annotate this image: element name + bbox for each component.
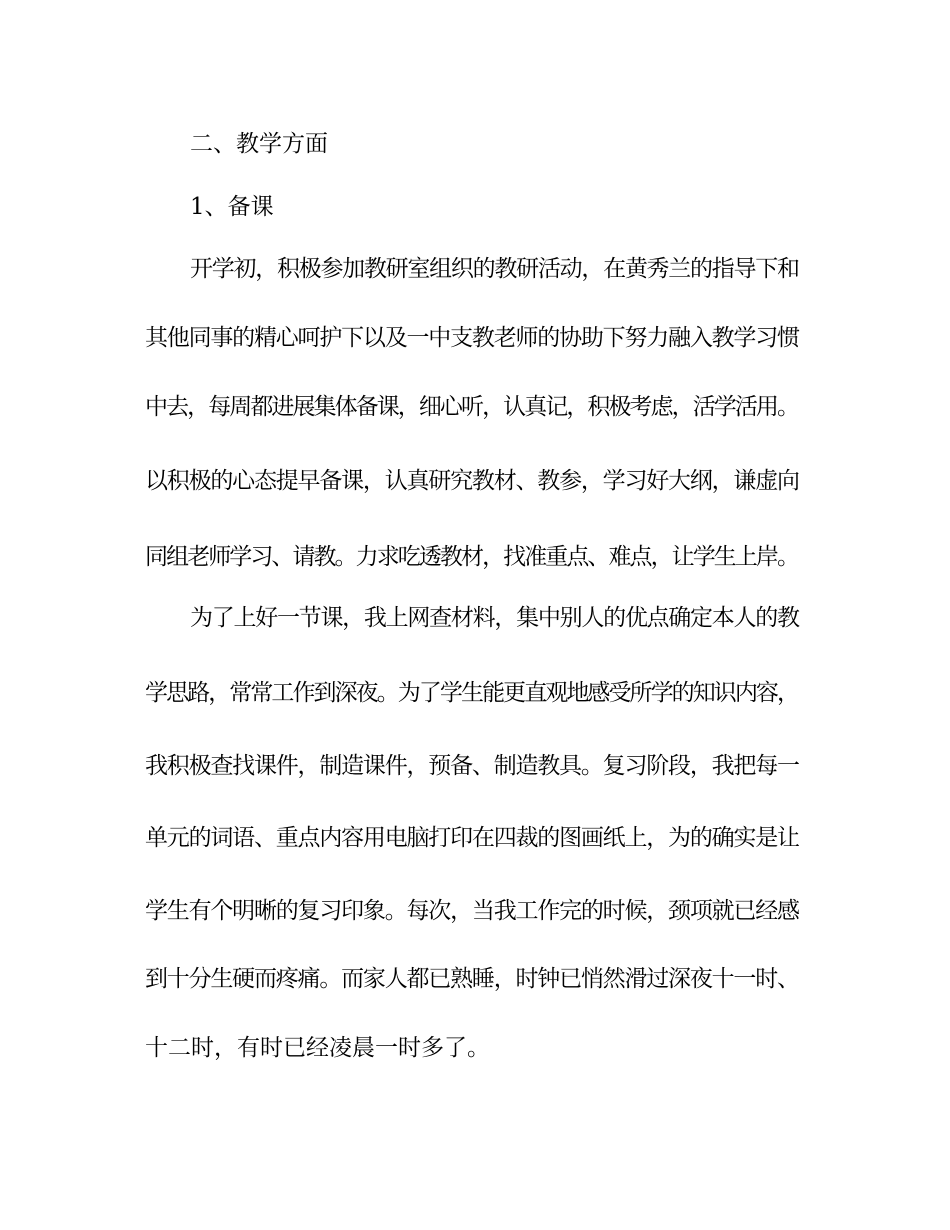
paragraph-line: 同组老师学习、请教。力求吃透教材，找准重点、难点，让学生上岸。	[145, 544, 799, 570]
paragraph-line: 单元的词语、重点内容用电脑打印在四裁的图画纸上，为的确实是让	[145, 825, 799, 851]
paragraph-line: 学思路，常常工作到深夜。为了学生能更直观地感受所学的知识内容，	[145, 680, 799, 706]
paragraph-line: 其他同事的精心呵护下以及一中支教老师的协助下努力融入教学习惯	[145, 325, 799, 351]
paragraph-line: 开学初，积极参加教研室组织的教研活动，在黄秀兰的指导下和	[190, 256, 799, 282]
paragraph-line: 为了上好一节课，我上网查材料，集中别人的优点确定本人的教	[190, 605, 799, 631]
section-heading: 二、教学方面	[190, 131, 328, 157]
paragraph-line: 学生有个明晰的复习印象。每次，当我工作完的时候，颈项就已经感	[145, 898, 799, 924]
subsection-heading: 1、备课	[190, 194, 274, 220]
paragraph-line: 十二时，有时已经凌晨一时多了。	[145, 1035, 490, 1061]
paragraph-line: 到十分生硬而疼痛。而家人都已熟睡，时钟已悄然滑过深夜十一时、	[145, 966, 799, 992]
paragraph-line: 以积极的心态提早备课，认真研究教材、教参，学习好大纲，谦虚向	[145, 468, 799, 494]
paragraph-line: 中去，每周都进展集体备课，细心听，认真记，积极考虑，活学活用。	[145, 394, 799, 420]
paragraph-line: 我积极查找课件，制造课件，预备、制造教具。复习阶段，我把每一	[145, 753, 799, 779]
